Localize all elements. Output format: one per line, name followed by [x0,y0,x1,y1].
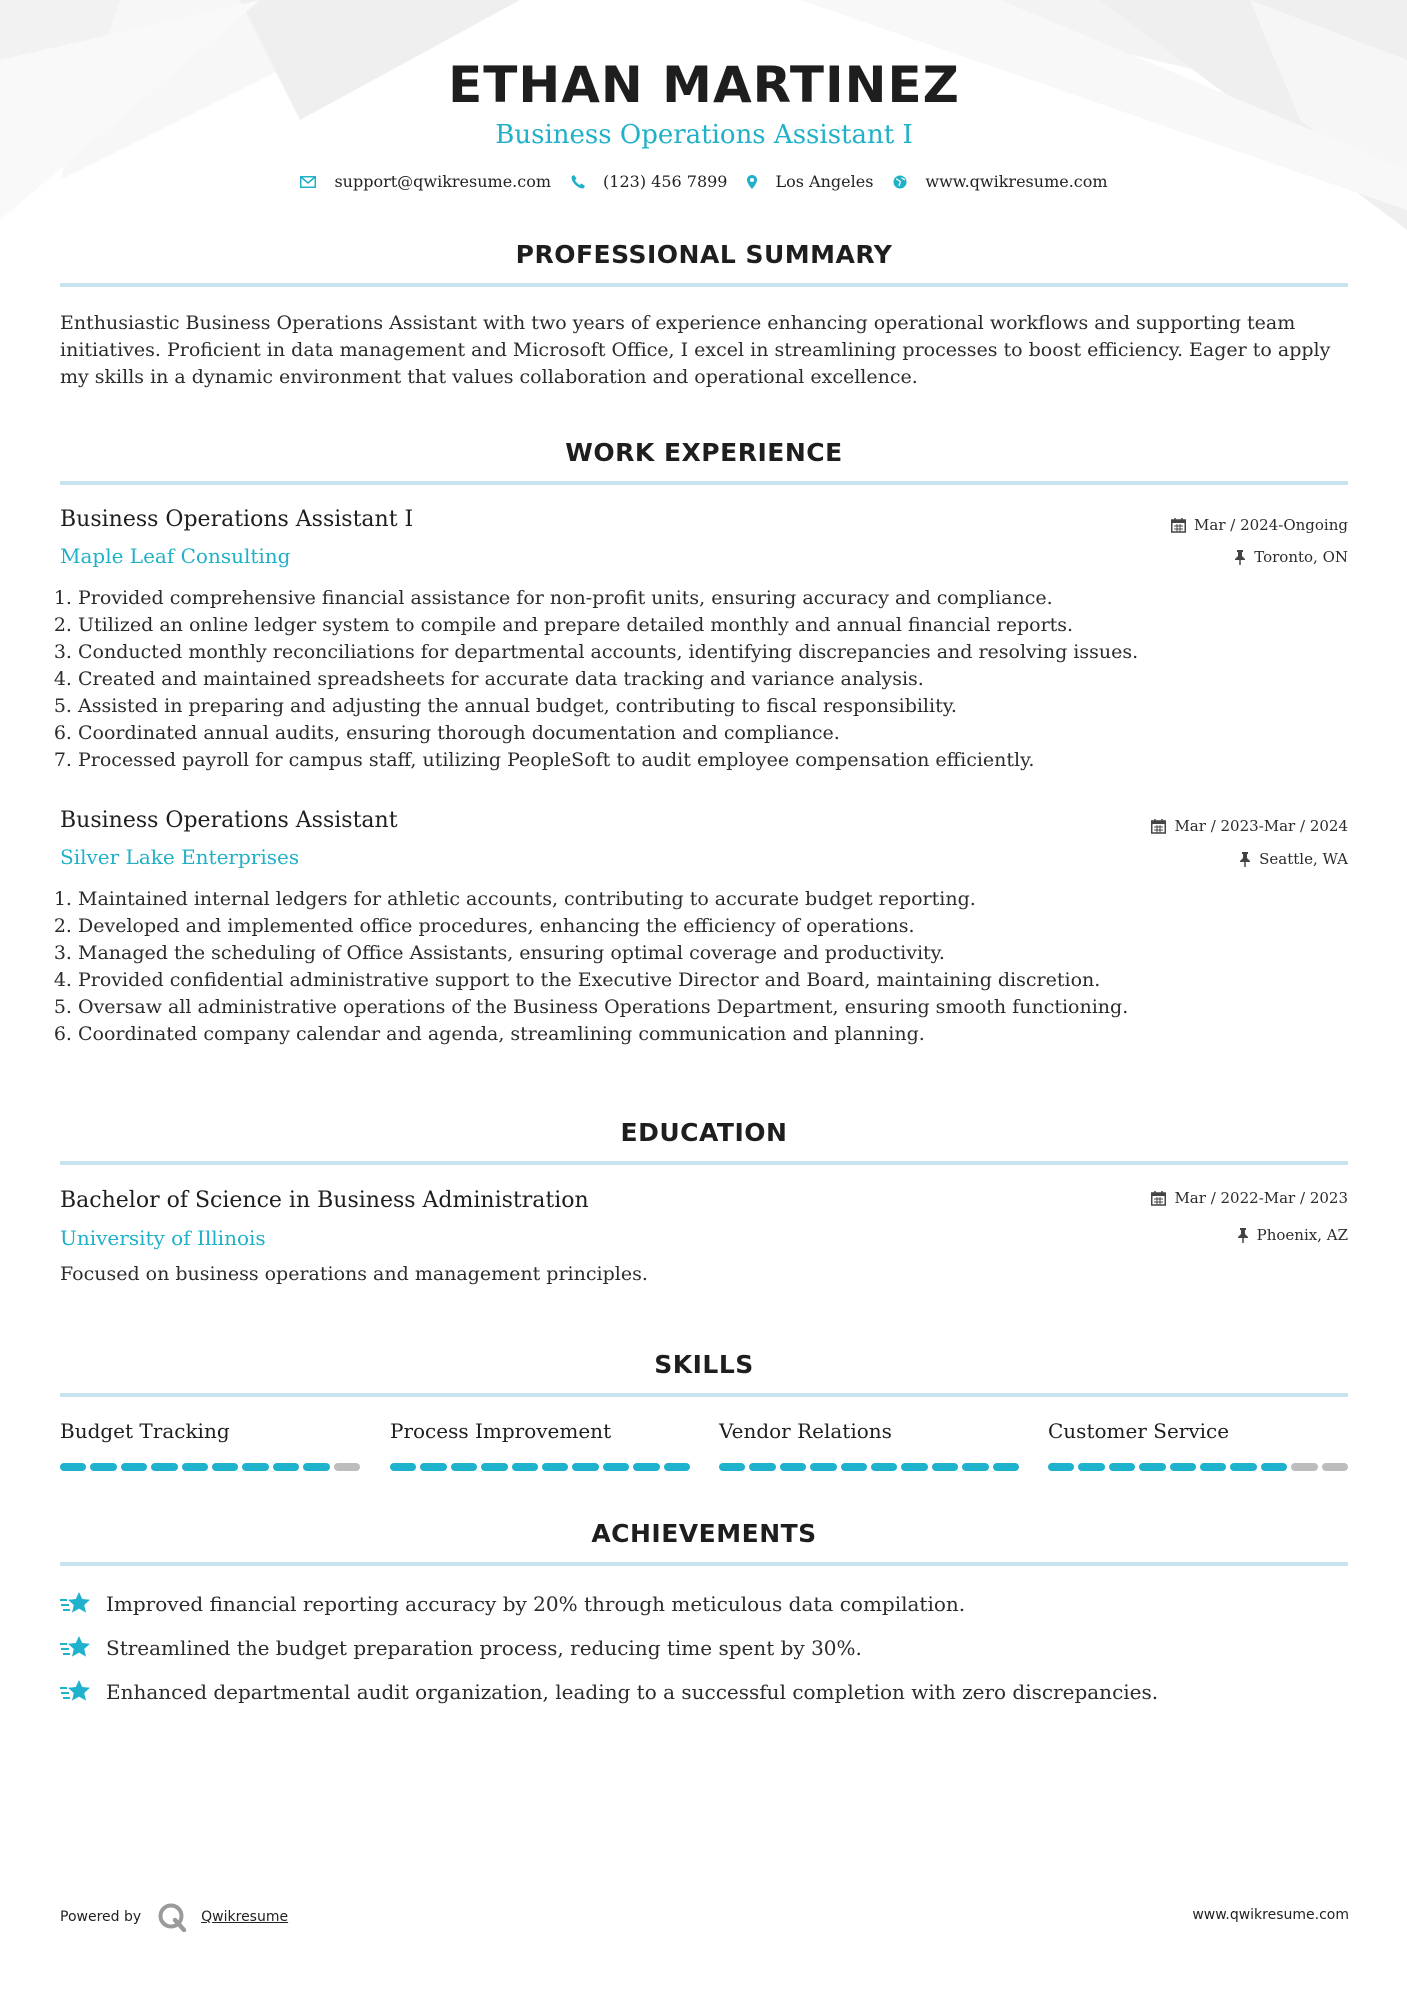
skill-name: Vendor Relations [719,1419,892,1443]
skill-segment-filled [542,1463,568,1471]
skill-segment-filled [390,1463,416,1471]
shooting-star-icon [60,1590,92,1618]
education-school: University of Illinois [60,1226,266,1250]
job-dates [1171,516,1348,534]
skill-segment-filled [212,1463,238,1471]
summary-text: Enthusiastic Business Operations Assistant with two years of experience enhancing operational workflows and supporting team initiatives. Proficient in data management and Microsoft Office, I excel in streamlining processes to boost efficiency. Eager to apply my skills in a dynamic environment that values collaboration and operational excellence. [60,312,1331,388]
job-company: Silver Lake Enterprises [60,845,300,869]
contact-phone-text: (123) 456 7899 [603,172,728,191]
skill-segment-filled [60,1463,86,1471]
skill-segment-filled [121,1463,147,1471]
list-item: 3. Conducted monthly reconciliations for departmental accounts, identifying discrepancies and resolving issues. [78,639,1366,666]
skill-segment-filled [182,1463,208,1471]
skill-segment-filled [1139,1463,1165,1471]
list-item: 7. Processed payroll for campus staff, utilizing PeopleSoft to audit employee compensation efficiently. [78,747,1366,774]
job-title: Business Operations Assistant I [60,507,414,532]
contact-phone[interactable] [571,172,727,191]
candidate-name: ETHAN MARTINEZ [448,56,960,114]
calendar-icon [1171,518,1186,533]
job-location [1234,548,1348,566]
skill-segment-filled [451,1463,477,1471]
pushpin-icon [1239,852,1251,867]
skill-segment-filled [1230,1463,1256,1471]
skill-item [390,1419,690,1471]
skill-segment-filled [1109,1463,1135,1471]
skill-name: Budget Tracking [60,1419,230,1443]
achievements-divider [60,1562,1348,1566]
skill-segment-empty [1291,1463,1317,1471]
skills-divider [60,1393,1348,1397]
skill-segment-filled [420,1463,446,1471]
achievement-item [60,1590,1348,1618]
achievement-text: Streamlined the budget preparation process, reducing time spent by 30%. [106,1636,862,1660]
skill-segment-filled [901,1463,927,1471]
list-item: 2. Utilized an online ledger system to compile and prepare detailed monthly and annual financial reports. [78,612,1366,639]
contact-row [60,172,1348,191]
skills-heading: SKILLS [654,1350,754,1379]
skill-segment-filled [719,1463,745,1471]
skill-segment-filled [633,1463,659,1471]
list-item: 6. Coordinated annual audits, ensuring thorough documentation and compliance. [78,720,1366,747]
skill-segment-filled [572,1463,598,1471]
skill-segment-filled [481,1463,507,1471]
footer-website[interactable]: www.qwikresume.com [1192,1907,1349,1923]
skill-name: Customer Service [1048,1419,1230,1443]
qwikresume-link[interactable]: Qwikresume [201,1909,289,1925]
job-dates-text: Mar / 2024-Ongoing [1194,516,1348,534]
footer-powered-by [60,1902,288,1932]
shooting-star-icon [60,1634,92,1662]
list-item: 2. Developed and implemented office procedures, enhancing the efficiency of operations. [78,913,1366,940]
contact-email[interactable] [300,172,551,191]
job-location-text: Toronto, ON [1254,548,1348,566]
shooting-star-icon [60,1678,92,1706]
skill-segment-filled [841,1463,867,1471]
skill-segment-filled [871,1463,897,1471]
job-location-text: Seattle, WA [1259,850,1348,868]
phone-icon [571,175,585,189]
calendar-icon [1151,1191,1166,1206]
list-item: 6. Coordinated company calendar and agenda, streamlining communication and planning. [78,1021,1366,1048]
education-dates [1151,1189,1348,1207]
achievement-item [60,1634,1348,1662]
skill-item [60,1419,360,1471]
skill-segment-filled [1048,1463,1074,1471]
skill-segment-filled [242,1463,268,1471]
skill-level-bar [1048,1463,1348,1471]
education-degree: Bachelor of Science in Business Administration [60,1188,589,1213]
education-description: Focused on business operations and management principles. [60,1263,648,1285]
achievement-text: Improved financial reporting accuracy by 20% through meticulous data compilation. [106,1592,966,1616]
skill-level-bar [390,1463,690,1471]
skill-item [719,1419,1019,1471]
job-company: Maple Leaf Consulting [60,544,291,568]
contact-location [747,172,873,191]
job-title: Business Operations Assistant [60,808,398,833]
pushpin-icon [1237,1228,1249,1243]
globe-icon [893,175,907,189]
skill-segment-filled [1078,1463,1104,1471]
pushpin-icon [1234,550,1246,565]
skill-level-bar [719,1463,1019,1471]
experience-heading: WORK EXPERIENCE [565,438,843,467]
education-dates-text: Mar / 2022-Mar / 2023 [1174,1189,1348,1207]
list-item: 5. Assisted in preparing and adjusting the annual budget, contributing to fiscal responsibility. [78,693,1366,720]
skill-item [1048,1419,1348,1471]
experience-divider [60,481,1348,485]
candidate-title: Business Operations Assistant I [495,120,913,150]
skill-segment-filled [512,1463,538,1471]
skill-segment-filled [603,1463,629,1471]
skill-segment-filled [303,1463,329,1471]
list-item: 4. Provided confidential administrative support to the Executive Director and Board, maintaining discretion. [78,967,1366,994]
skill-segment-filled [90,1463,116,1471]
skill-segment-filled [749,1463,775,1471]
skill-segment-filled [932,1463,958,1471]
summary-divider [60,283,1348,287]
contact-website-text: www.qwikresume.com [925,172,1108,191]
map-pin-icon [747,175,757,189]
achievement-item [60,1678,1348,1706]
contact-location-text: Los Angeles [775,172,874,191]
skill-segment-filled [993,1463,1019,1471]
achievement-text: Enhanced departmental audit organization, leading to a successful completion with zero discrepancies. [106,1680,1159,1704]
envelope-icon [300,176,316,188]
contact-website[interactable] [893,172,1107,191]
list-item: 5. Oversaw all administrative operations of the Business Operations Department, ensuring smooth functioning. [78,994,1366,1021]
contact-email-text: support@qwikresume.com [334,172,552,191]
skill-segment-filled [1261,1463,1287,1471]
education-location-text: Phoenix, AZ [1256,1226,1348,1244]
job-bullet-list [60,585,1366,774]
powered-by-label: Powered by [60,1909,142,1925]
skill-segment-filled [1170,1463,1196,1471]
list-item: 4. Created and maintained spreadsheets for accurate data tracking and variance analysis. [78,666,1366,693]
skill-segment-filled [962,1463,988,1471]
skill-name: Process Improvement [390,1419,612,1443]
skill-level-bar [60,1463,360,1471]
education-divider [60,1161,1348,1165]
education-heading: EDUCATION [620,1118,788,1147]
skill-segment-filled [664,1463,690,1471]
skill-segment-filled [1200,1463,1226,1471]
job-dates-text: Mar / 2023-Mar / 2024 [1174,817,1348,835]
skill-segment-empty [334,1463,360,1471]
skill-segment-filled [273,1463,299,1471]
skill-segment-empty [1322,1463,1348,1471]
job-dates [1151,817,1348,835]
calendar-icon [1151,819,1166,834]
job-bullet-list [60,886,1366,1048]
skill-segment-filled [780,1463,806,1471]
job-location [1239,850,1348,868]
education-location [1237,1226,1348,1244]
skill-segment-filled [151,1463,177,1471]
achievements-heading: ACHIEVEMENTS [591,1519,817,1548]
list-item: 1. Provided comprehensive financial assistance for non-profit units, ensuring accuracy and compliance. [78,585,1366,612]
qwikresume-logo-icon [157,1902,187,1932]
list-item: 1. Maintained internal ledgers for athletic accounts, contributing to accurate budget reporting. [78,886,1366,913]
summary-heading: PROFESSIONAL SUMMARY [515,240,893,269]
list-item: 3. Managed the scheduling of Office Assistants, ensuring optimal coverage and productivity. [78,940,1366,967]
skill-segment-filled [810,1463,836,1471]
